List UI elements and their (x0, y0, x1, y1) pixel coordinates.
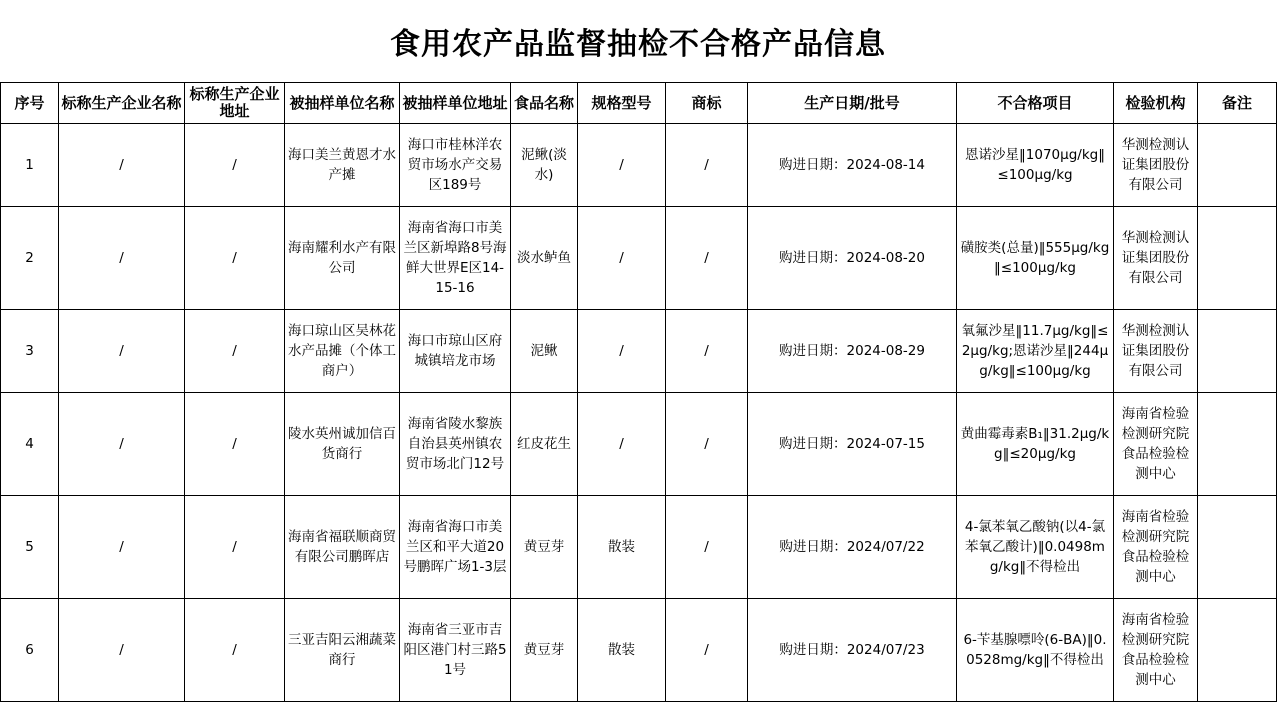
cell-spec[interactable]: / (578, 124, 666, 207)
cell-producer[interactable]: / (59, 124, 185, 207)
cell-date[interactable]: 购进日期：2024-08-29 (748, 310, 957, 393)
cell-spec[interactable]: / (578, 310, 666, 393)
table-row (1, 393, 1277, 496)
cell-agency[interactable]: 华测检测认证集团股份有限公司 (1114, 310, 1198, 393)
cell-agency[interactable]: 华测检测认证集团股份有限公司 (1114, 124, 1198, 207)
col-header-failed-item[interactable]: 不合格项目 (957, 83, 1114, 124)
cell-brand[interactable]: / (666, 124, 748, 207)
table-row (1, 207, 1277, 310)
cell-sampled-unit[interactable]: 三亚吉阳云湘蔬菜商行 (285, 599, 400, 702)
col-header-note[interactable]: 备注 (1198, 83, 1277, 124)
cell-food-name[interactable]: 泥鳅 (511, 310, 578, 393)
cell-date[interactable]: 购进日期：2024-08-20 (748, 207, 957, 310)
cell-spec[interactable]: / (578, 393, 666, 496)
cell-producer[interactable]: / (59, 310, 185, 393)
cell-brand[interactable]: / (666, 310, 748, 393)
col-header-brand[interactable]: 商标 (666, 83, 748, 124)
table-row (1, 496, 1277, 599)
cell-sampled-unit[interactable]: 海口琼山区吴林花水产品摊（个体工商户） (285, 310, 400, 393)
table-row (1, 310, 1277, 393)
cell-note[interactable] (1198, 393, 1277, 496)
cell-sampled-unit[interactable]: 海口美兰黄恩才水产摊 (285, 124, 400, 207)
col-header-agency[interactable]: 检验机构 (1114, 83, 1198, 124)
cell-note[interactable] (1198, 599, 1277, 702)
cell-food-name[interactable]: 黄豆芽 (511, 496, 578, 599)
cell-sampled-unit-address[interactable]: 海南省陵水黎族自治县英州镇农贸市场北门12号 (400, 393, 511, 496)
cell-note[interactable] (1198, 124, 1277, 207)
cell-producer[interactable]: / (59, 393, 185, 496)
cell-producer[interactable]: / (59, 599, 185, 702)
cell-brand[interactable]: / (666, 496, 748, 599)
cell-sampled-unit-address[interactable]: 海口市桂林洋农贸市场水产交易区189号 (400, 124, 511, 207)
cell-producer-address[interactable]: / (185, 599, 285, 702)
cell-failed-item[interactable]: 4-氯苯氧乙酸钠(以4-氯苯氧乙酸计)‖0.0498mg/kg‖不得检出 (957, 496, 1114, 599)
cell-date[interactable]: 购进日期：2024-08-14 (748, 124, 957, 207)
cell-producer-address[interactable]: / (185, 124, 285, 207)
col-header-date[interactable]: 生产日期/批号 (748, 83, 957, 124)
cell-sampled-unit[interactable]: 海南省福联顺商贸有限公司鹏晖店 (285, 496, 400, 599)
cell-note[interactable] (1198, 496, 1277, 599)
cell-date[interactable]: 购进日期：2024/07/22 (748, 496, 957, 599)
cell-no[interactable]: 5 (1, 496, 59, 599)
cell-agency[interactable]: 海南省检验检测研究院食品检验检测中心 (1114, 393, 1198, 496)
cell-food-name[interactable]: 泥鳅(淡水) (511, 124, 578, 207)
cell-date[interactable]: 购进日期：2024-07-15 (748, 393, 957, 496)
cell-sampled-unit-address[interactable]: 海南省海口市美兰区新埠路8号海鲜大世界E区14-15-16 (400, 207, 511, 310)
col-header-producer[interactable]: 标称生产企业名称 (59, 83, 185, 124)
cell-failed-item[interactable]: 恩诺沙星‖1070μg/kg‖≤100μg/kg (957, 124, 1114, 207)
cell-agency[interactable]: 海南省检验检测研究院食品检验检测中心 (1114, 496, 1198, 599)
cell-producer-address[interactable]: / (185, 310, 285, 393)
col-header-producer-address[interactable]: 标称生产企业地址 (185, 83, 285, 124)
cell-brand[interactable]: / (666, 393, 748, 496)
cell-agency[interactable]: 海南省检验检测研究院食品检验检测中心 (1114, 599, 1198, 702)
col-header-sampled-unit-address[interactable]: 被抽样单位地址 (400, 83, 511, 124)
cell-spec[interactable]: 散装 (578, 599, 666, 702)
cell-failed-item[interactable]: 氧氟沙星‖11.7μg/kg‖≤2μg/kg;恩诺沙星‖244μg/kg‖≤100μg/kg (957, 310, 1114, 393)
cell-producer[interactable]: / (59, 207, 185, 310)
table-row (1, 599, 1277, 702)
cell-brand[interactable]: / (666, 599, 748, 702)
cell-failed-item[interactable]: 6-苄基腺嘌呤(6-BA)‖0.0528mg/kg‖不得检出 (957, 599, 1114, 702)
cell-note[interactable] (1198, 207, 1277, 310)
cell-sampled-unit[interactable]: 海南耀利水产有限公司 (285, 207, 400, 310)
cell-producer-address[interactable]: / (185, 207, 285, 310)
cell-date[interactable]: 购进日期：2024/07/23 (748, 599, 957, 702)
cell-failed-item[interactable]: 黄曲霉毒素B₁‖31.2μg/kg‖≤20μg/kg (957, 393, 1114, 496)
cell-failed-item[interactable]: 磺胺类(总量)‖555μg/kg‖≤100μg/kg (957, 207, 1114, 310)
cell-no[interactable]: 1 (1, 124, 59, 207)
cell-sampled-unit[interactable]: 陵水英州诚加信百货商行 (285, 393, 400, 496)
cell-no[interactable]: 2 (1, 207, 59, 310)
header-row (1, 83, 1277, 124)
cell-food-name[interactable]: 淡水鲈鱼 (511, 207, 578, 310)
cell-no[interactable]: 3 (1, 310, 59, 393)
cell-spec[interactable]: 散装 (578, 496, 666, 599)
page-title: 食用农产品监督抽检不合格产品信息 (390, 27, 886, 62)
table-row (1, 124, 1277, 207)
cell-sampled-unit-address[interactable]: 海口市琼山区府城镇培龙市场 (400, 310, 511, 393)
cell-no[interactable]: 6 (1, 599, 59, 702)
col-header-food-name[interactable]: 食品名称 (511, 83, 578, 124)
cell-producer[interactable]: / (59, 496, 185, 599)
cell-sampled-unit-address[interactable]: 海南省三亚市吉阳区港门村三路51号 (400, 599, 511, 702)
cell-no[interactable]: 4 (1, 393, 59, 496)
cell-spec[interactable]: / (578, 207, 666, 310)
col-header-sampled-unit[interactable]: 被抽样单位名称 (285, 83, 400, 124)
cell-note[interactable] (1198, 310, 1277, 393)
cell-food-name[interactable]: 红皮花生 (511, 393, 578, 496)
cell-producer-address[interactable]: / (185, 393, 285, 496)
cell-producer-address[interactable]: / (185, 496, 285, 599)
cell-sampled-unit-address[interactable]: 海南省海口市美兰区和平大道20号鹏晖广场1-3层 (400, 496, 511, 599)
inspection-table (0, 82, 1277, 702)
col-header-spec[interactable]: 规格型号 (578, 83, 666, 124)
col-header-no[interactable]: 序号 (1, 83, 59, 124)
cell-brand[interactable]: / (666, 207, 748, 310)
cell-food-name[interactable]: 黄豆芽 (511, 599, 578, 702)
cell-agency[interactable]: 华测检测认证集团股份有限公司 (1114, 207, 1198, 310)
